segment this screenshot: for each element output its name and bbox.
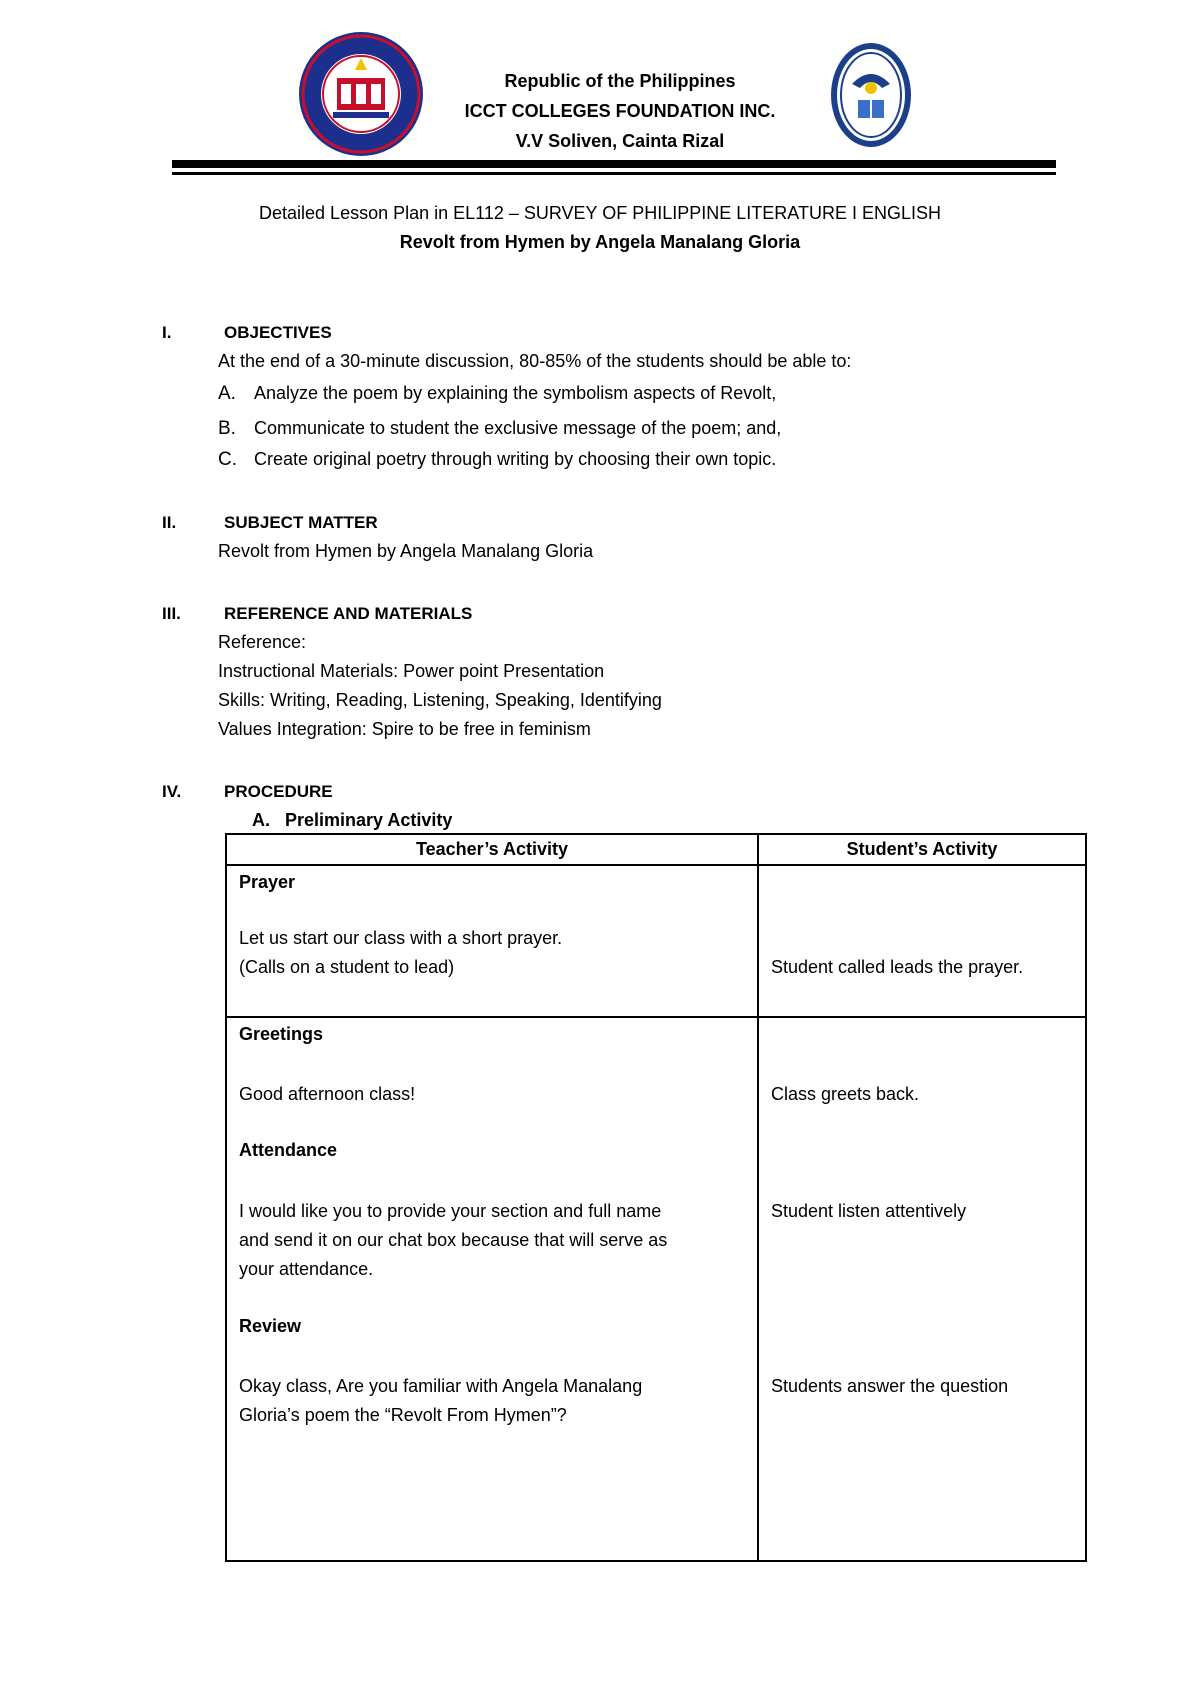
teacher-cell [226,1017,758,1561]
column-header-student: Student’s Activity [758,834,1086,865]
objective-text: Communicate to student the exclusive message of the poem; and, [254,418,782,438]
student-text: Student listen attentively [771,1201,967,1221]
student-cell [758,1017,1086,1561]
section-heading-objectives: OBJECTIVES [224,323,332,342]
table-row [226,865,1086,1017]
header-republic: Republic of the Philippines [504,71,736,91]
objective-text: Analyze the poem by explaining the symbolism aspects of Revolt, [254,383,777,403]
objectives-intro: At the end of a 30-minute discussion, 80-85% of the students should be able to: [218,351,852,371]
teacher-text: and send it on our chat box because that will serve as [239,1230,668,1250]
teacher-text: Okay class, Are you familiar with Angela Manalang [239,1376,643,1396]
section-number-2: II. [162,513,177,532]
teacher-text: Let us start our class with a short prayer. [239,928,563,948]
document-title: Detailed Lesson Plan in EL112 – SURVEY OF PHILIPPINE LITERATURE I ENGLISH [259,203,941,223]
subsection-heading-preliminary: A. Preliminary Activity [252,810,453,830]
header-divider-thin [172,172,1056,175]
teacher-text: Gloria’s poem the “Revolt From Hymen”? [239,1405,567,1425]
objective-letter: B. [218,418,236,439]
student-text: Class greets back. [771,1084,920,1104]
header-institution: ICCT COLLEGES FOUNDATION INC. [464,101,776,121]
teacher-text: your attendance. [239,1259,374,1279]
reference-line: Skills: Writing, Reading, Listening, Speaking, Identifying [218,690,662,710]
activity-label-review: Review [239,1316,302,1336]
school-crest-icon [830,42,912,148]
activity-label-attendance: Attendance [239,1140,338,1160]
objective-letter: A. [218,383,236,404]
section-number-4: IV. [162,782,182,801]
reference-line: Values Integration: Spire to be free in feminism [218,719,591,739]
student-cell [758,865,1086,1017]
teacher-cell [226,865,758,1017]
objective-letter: C. [218,449,237,470]
activity-table [225,833,1087,1562]
section-number-1: I. [162,323,172,342]
header-address: V.V Soliven, Cainta Rizal [515,131,725,151]
objective-text: Create original poetry through writing by choosing their own topic. [254,449,777,469]
activity-label-greetings: Greetings [239,1024,324,1044]
lesson-title: Revolt from Hymen by Angela Manalang Gloria [399,232,801,252]
objective-item [218,418,781,440]
section-number-3: III. [162,604,181,623]
table-row [226,1017,1086,1561]
reference-line: Reference: [218,632,307,652]
teacher-text: I would like you to provide your section and full name [239,1201,662,1221]
objective-item [218,383,776,405]
section-heading-subject: SUBJECT MATTER [224,513,378,532]
column-header-teacher: Teacher’s Activity [226,834,758,865]
header-divider [172,160,1056,168]
student-text: Student called leads the prayer. [771,957,1024,977]
table-header-row [226,834,1086,865]
subject-text: Revolt from Hymen by Angela Manalang Gloria [218,541,594,561]
activity-label-prayer: Prayer [239,872,296,892]
objective-item [218,449,776,471]
section-heading-reference: REFERENCE AND MATERIALS [224,604,473,623]
teacher-text: (Calls on a student to lead) [239,957,455,977]
reference-line: Instructional Materials: Power point Presentation [218,661,605,681]
student-text: Students answer the question [771,1376,1009,1396]
section-heading-procedure: PROCEDURE [224,782,333,801]
teacher-text: Good afternoon class! [239,1084,416,1104]
